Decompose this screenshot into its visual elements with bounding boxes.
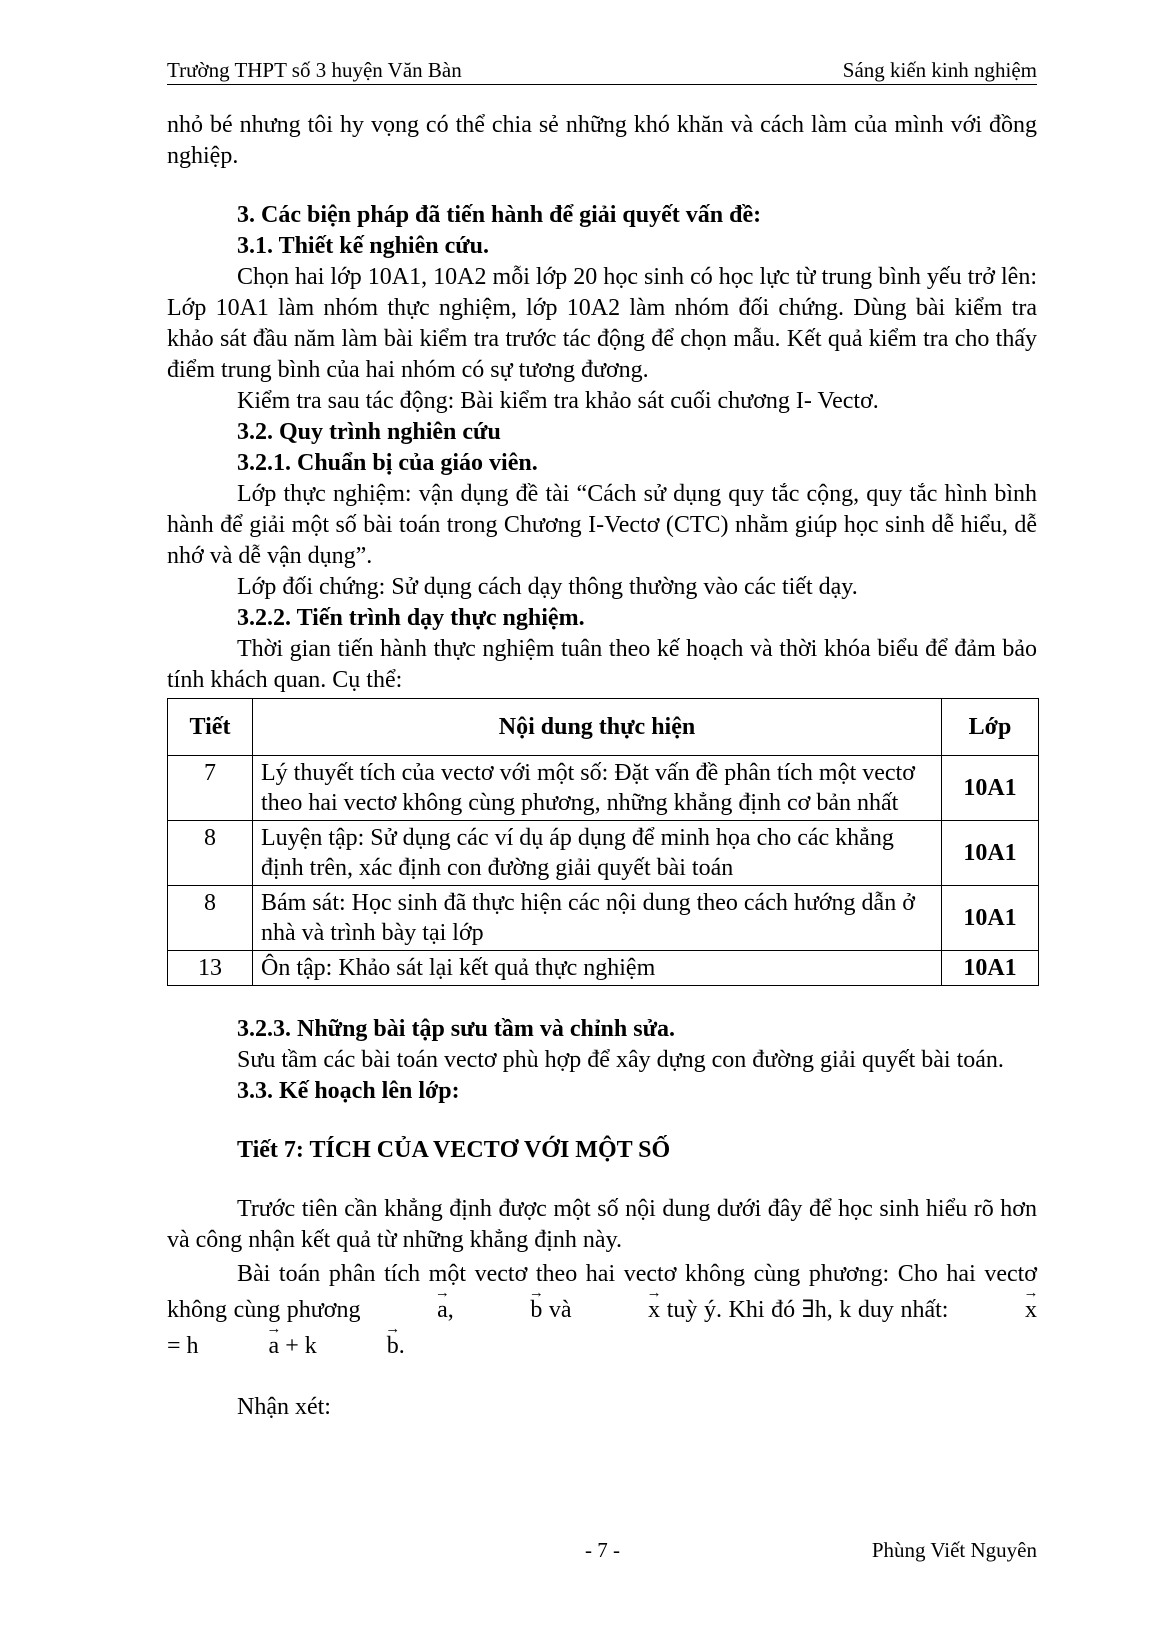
- column-header-content: Nội dung thực hiện: [253, 699, 942, 756]
- schedule-paragraph: Thời gian tiến hành thực nghiệm tuân theo kế hoạch và thời khóa biểu để đảm bảo tính khách quan. Cụ thể:: [167, 636, 1037, 693]
- author-name: Phùng Viết Nguyên: [871, 1538, 1037, 1562]
- formula-coef-h: h: [186, 1333, 199, 1359]
- table-row: [168, 756, 1039, 821]
- table-row: [168, 886, 1039, 951]
- decomposition-formula: → x = h→ a + k→ b.: [167, 1297, 1037, 1359]
- and-text: và: [548, 1297, 572, 1323]
- page-body: [167, 110, 1037, 1423]
- page-number: - 7 -: [585, 1538, 620, 1562]
- content-cell: Ôn tập: Khảo sát lại kết quả thực nghiệm: [253, 951, 942, 986]
- formula-vector-x: → x: [955, 1292, 1037, 1328]
- class-cell: 10A1: [942, 756, 1039, 821]
- section-3-2-2-heading: 3.2.2. Tiến trình dạy thực nghiệm.: [237, 605, 585, 631]
- formula-vector-b: → b: [317, 1328, 399, 1364]
- class-cell: 10A1: [942, 886, 1039, 951]
- section-3-2-3-paragraph: Sưu tầm các bài toán vectơ phù hợp để xây dựng con đường giải quyết bài toán.: [237, 1047, 1004, 1073]
- class-cell: 10A1: [942, 821, 1039, 886]
- vector-x: → x: [578, 1292, 660, 1328]
- school-name: Trường THPT số 3 huyện Văn Bàn: [167, 58, 462, 82]
- vector-decomposition-paragraph: Bài toán phân tích một vectơ theo hai vectơ không cùng phương: Cho hai vectơ không cùng phương → a, → b và → x tuỳ ý. Khi đó ∃h, k duy nhất: → x = h→ a + k→ b.: [167, 1256, 1037, 1364]
- column-header-period: Tiết: [168, 699, 253, 756]
- document-type: Sáng kiến kinh nghiệm: [842, 58, 1037, 82]
- formula-coef-k: k: [304, 1333, 317, 1359]
- control-class-paragraph: Lớp đối chứng: Sử dụng cách dạy thông thường vào các tiết dạy.: [237, 574, 858, 600]
- content-cell: Luyện tập: Sử dụng các ví dụ áp dụng để minh họa cho các khẳng định trên, xác định con đường giải quyết bài toán: [253, 821, 942, 886]
- section-3-heading: 3. Các biện pháp đã tiến hành để giải quyết vấn đề:: [237, 202, 762, 228]
- table-header-row: [168, 699, 1039, 756]
- page-header: [167, 52, 1037, 85]
- table-row: [168, 951, 1039, 986]
- vector-b: → b: [460, 1292, 542, 1328]
- lesson-title: Tiết 7: TÍCH CỦA VECTƠ VỚI MỘT SỐ: [237, 1137, 671, 1163]
- period-cell: 8: [168, 821, 253, 886]
- section-3-1-heading: 3.1. Thiết kế nghiên cứu.: [237, 233, 489, 259]
- lesson-schedule-table: [167, 698, 1039, 986]
- experimental-class-paragraph: Lớp thực nghiệm: vận dụng đề tài “Cách sử dụng quy tắc cộng, quy tắc hình bình hành để giải một số bài toán trong Chương I-Vectơ (CTC) nhằm giúp học sinh dễ hiểu, dễ nhớ và dễ vận dụng”.: [167, 481, 1037, 569]
- section-3-1-posttest: Kiểm tra sau tác động: Bài kiểm tra khảo sát cuối chương I- Vectơ.: [237, 388, 879, 414]
- period-cell: 13: [168, 951, 253, 986]
- class-cell: 10A1: [942, 951, 1039, 986]
- intro-paragraph: nhỏ bé nhưng tôi hy vọng có thể chia sẻ những khó khăn và cách làm của mình với đồng nghiệp.: [167, 112, 1037, 169]
- table-row: [168, 821, 1039, 886]
- column-header-class: Lớp: [942, 699, 1039, 756]
- section-3-2-3-heading: 3.2.3. Những bài tập sưu tầm và chỉnh sửa.: [237, 1016, 675, 1042]
- content-cell: Lý thuyết tích của vectơ với một số: Đặt vấn đề phân tích một vectơ theo hai vectơ không cùng phương, những khẳng định cơ bản nhất: [253, 756, 942, 821]
- remark-label: Nhận xét:: [237, 1394, 331, 1420]
- section-3-3-heading: 3.3. Kế hoạch lên lớp:: [237, 1078, 460, 1104]
- section-3-2-heading: 3.2. Quy trình nghiên cứu: [237, 419, 501, 445]
- section-3-1-paragraph: Chọn hai lớp 10A1, 10A2 mỗi lớp 20 học sinh có học lực từ trung bình yếu trở lên: Lớp 10A1 làm nhóm thực nghiệm, lớp 10A2 làm nhóm đối chứng. Dùng bài kiểm tra khảo sát đầu năm làm bài kiểm tra trước tác động để chọn mẫu. Kết quả kiểm tra cho thấy điểm trung bình của hai nhóm có sự tương đương.: [167, 264, 1037, 383]
- period-cell: 7: [168, 756, 253, 821]
- decomposition-tail-text: tuỳ ý. Khi đó ∃h, k duy nhất:: [666, 1297, 949, 1323]
- vector-a: → a: [367, 1292, 448, 1328]
- content-cell: Bám sát: Học sinh đã thực hiện các nội dung theo cách hướng dẫn ở nhà và trình bày tại lớp: [253, 886, 942, 951]
- decomposition-lead-text: Bài toán phân tích một vectơ theo hai vectơ không cùng phương: Cho hai vectơ không cùng phương: [167, 1261, 1037, 1323]
- lesson-intro-paragraph: Trước tiên cần khẳng định được một số nội dung dưới đây để học sinh hiểu rõ hơn và công nhận kết quả từ những khẳng định này.: [167, 1196, 1037, 1253]
- section-3-2-1-heading: 3.2.1. Chuẩn bị của giáo viên.: [237, 450, 538, 476]
- period-cell: 8: [168, 886, 253, 951]
- formula-vector-a: → a: [199, 1328, 280, 1364]
